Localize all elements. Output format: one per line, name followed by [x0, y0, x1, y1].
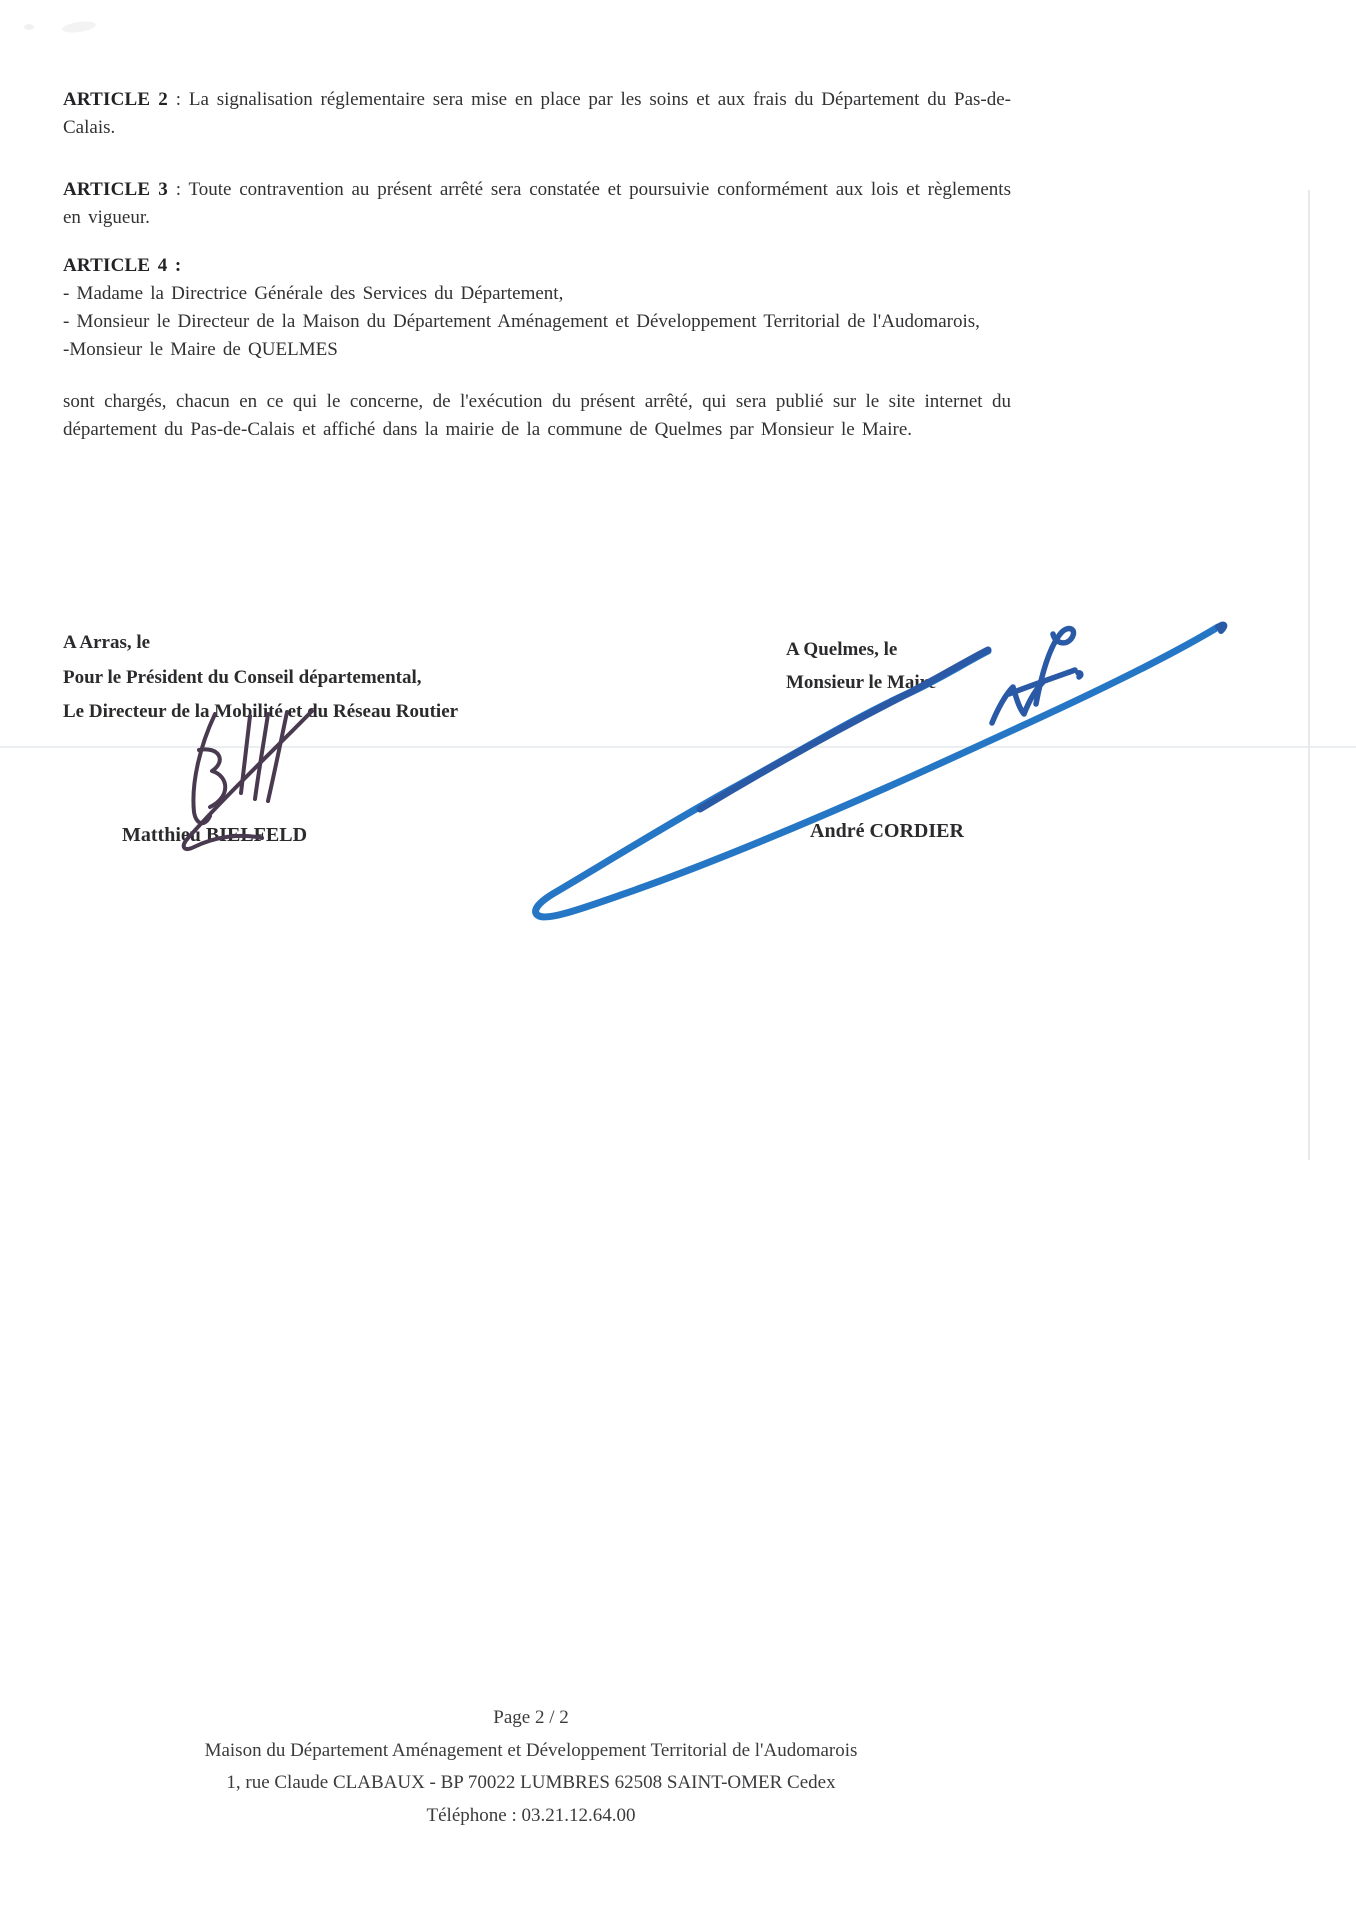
left-signatory-name: Matthieu BIELFELD — [122, 824, 308, 846]
document-body — [63, 86, 1011, 444]
article-2-text: La signalisation réglementaire sera mise en place par les soins et aux frais du Département du Pas-de-Calais. — [63, 89, 1011, 138]
article-2-label: ARTICLE 2 — [63, 89, 168, 110]
footer-page-number: Page 2 / 2 — [493, 1707, 569, 1728]
scan-fold-line — [0, 746, 1356, 748]
footer-phone: Téléphone : 03.21.12.64.00 — [426, 1804, 636, 1826]
article-4-item-1: - Madame la Directrice Générale des Services du Département, — [63, 283, 564, 304]
left-title-line-2: Le Directeur de la Mobilité et du Réseau Routier — [63, 701, 459, 722]
closing-paragraph: sont chargés, chacun en ce qui le concerne, de l'exécution du présent arrêté, qui sera publié sur le site internet du département du Pas-de-Calais et affiché dans la mairie de la commune de Quelmes par Monsieur le Maire. — [63, 391, 1011, 440]
article-4-item-2: - Monsieur le Directeur de la Maison du Département Aménagement et Développement Territorial de l'Audomarois, — [63, 311, 980, 332]
article-3-paragraph — [63, 176, 1011, 232]
scan-edge-line — [1308, 190, 1310, 1160]
signature-block-left — [63, 626, 458, 730]
cordier-signature-dot — [1078, 673, 1081, 677]
signature-block-right — [786, 633, 936, 699]
article-2-paragraph — [63, 86, 1011, 142]
article-4-heading — [63, 252, 1011, 280]
footer-address: 1, rue Claude CLABAUX - BP 70022 LUMBRES 62508 SAINT-OMER Cedex — [226, 1772, 836, 1793]
footer-organization: Maison du Département Aménagement et Développement Territorial de l'Audomarois — [204, 1739, 858, 1761]
article-4-label: ARTICLE 4 : — [63, 255, 182, 276]
left-place-line: A Arras, le — [63, 632, 151, 653]
right-place-line: A Quelmes, le — [786, 639, 898, 660]
cordier-signature-flourish — [1009, 670, 1075, 694]
page-footer — [0, 1702, 1062, 1832]
left-title-line-1: Pour le Président du Conseil départemental, — [63, 666, 422, 688]
bielfeld-signature-stroke — [199, 749, 225, 807]
article-3-text: Toute contravention au présent arrêté sera constatée et poursuivie conformément aux lois et règlements en vigueur. — [63, 179, 1011, 228]
article-4-item-3: -Monsieur le Maire de QUELMES — [63, 339, 338, 360]
right-title-line-1: Monsieur le Maire — [786, 672, 937, 693]
bielfeld-signature-stroke — [193, 714, 215, 823]
right-signatory-name: André CORDIER — [810, 820, 964, 842]
cordier-signature-end-hook — [1218, 624, 1224, 631]
article-3-separator: : — [167, 179, 189, 200]
cordier-signature-flourish — [992, 681, 1044, 723]
scan-smudge — [24, 24, 34, 30]
article-3-label: ARTICLE 3 — [63, 179, 168, 200]
cordier-signature-flourish — [1036, 629, 1074, 704]
scan-smudge — [61, 20, 96, 35]
article-2-separator: : — [168, 89, 189, 110]
